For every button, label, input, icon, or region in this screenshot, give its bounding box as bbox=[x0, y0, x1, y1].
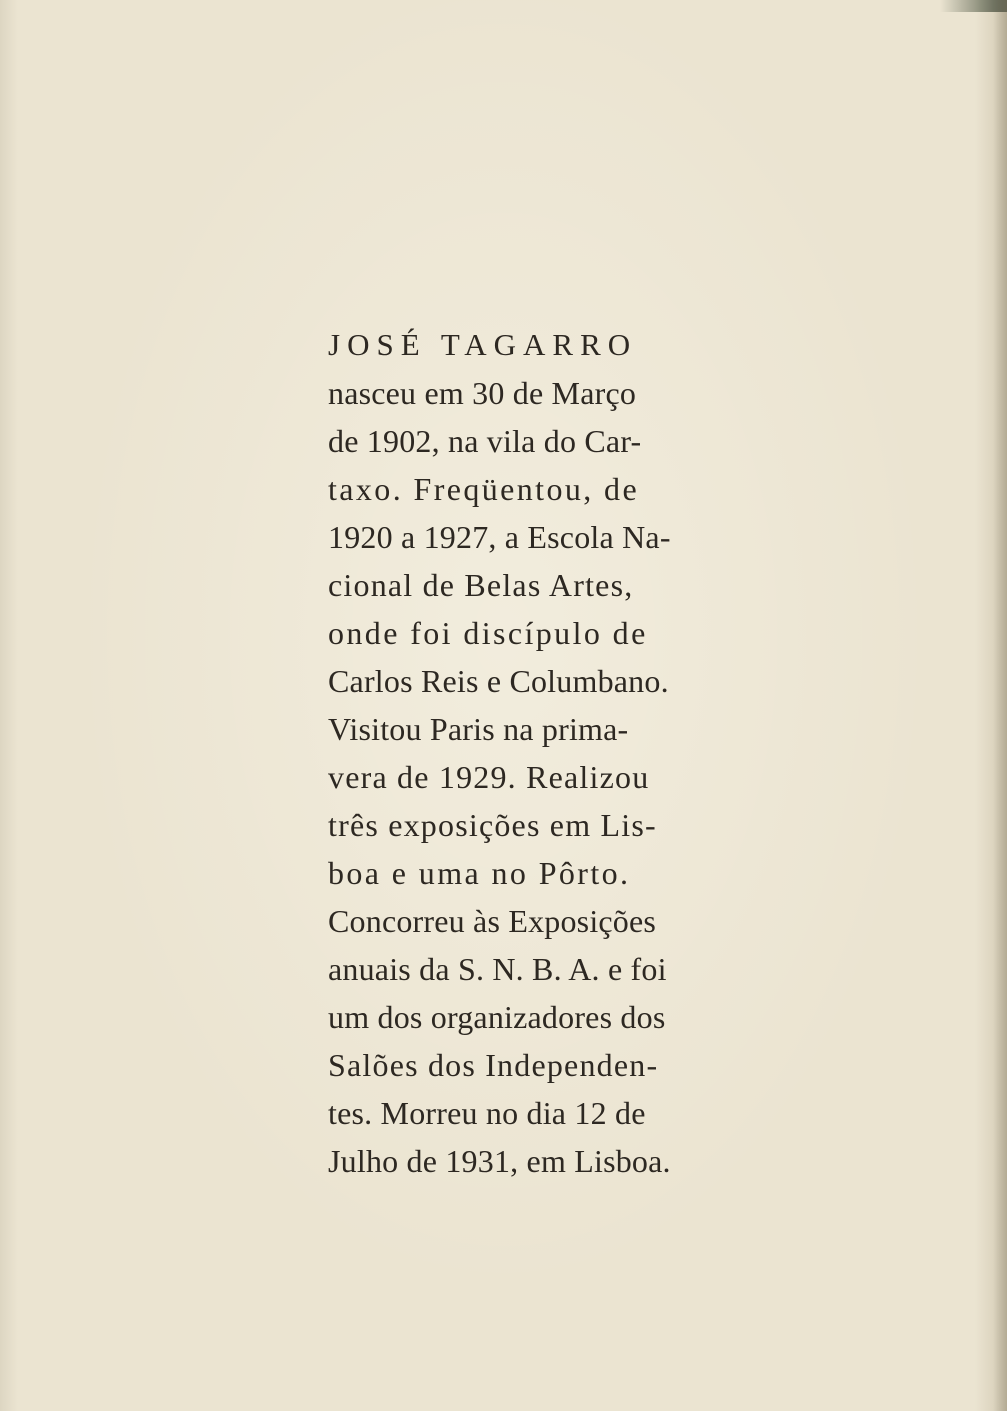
biography-title: JOSÉ TAGARRO bbox=[328, 327, 638, 362]
biography-line: anuais da S. N. B. A. e foi bbox=[328, 951, 667, 987]
biography-line: Concorreu às Exposições bbox=[328, 903, 657, 939]
biography-line: onde foi discípulo de bbox=[328, 615, 648, 651]
biography-line: nasceu em 30 de Março bbox=[328, 375, 637, 411]
biography-line: de 1902, na vila do Car- bbox=[328, 423, 642, 459]
biography-line: três exposições em Lis- bbox=[328, 807, 657, 843]
biography-line: Julho de 1931, em Lisboa. bbox=[328, 1143, 671, 1179]
page-edge-shadow bbox=[993, 0, 1007, 1411]
biography-line: tes. Morreu no dia 12 de bbox=[328, 1095, 646, 1131]
biography-line: vera de 1929. Realizou bbox=[328, 759, 650, 795]
biography-line: Visitou Paris na prima- bbox=[328, 711, 629, 747]
biography-line: 1920 a 1927, a Escola Na- bbox=[328, 519, 671, 555]
biography-text bbox=[328, 321, 728, 1185]
biography-line: boa e uma no Pôrto. bbox=[328, 855, 631, 891]
biography-line: um dos organizadores dos bbox=[328, 999, 666, 1035]
biography-line: cional de Belas Artes, bbox=[328, 567, 634, 603]
biography-line: taxo. Freqüentou, de bbox=[328, 471, 640, 507]
biography-line: Salões dos Independen- bbox=[328, 1047, 659, 1083]
biography-line: Carlos Reis e Columbano. bbox=[328, 663, 669, 699]
